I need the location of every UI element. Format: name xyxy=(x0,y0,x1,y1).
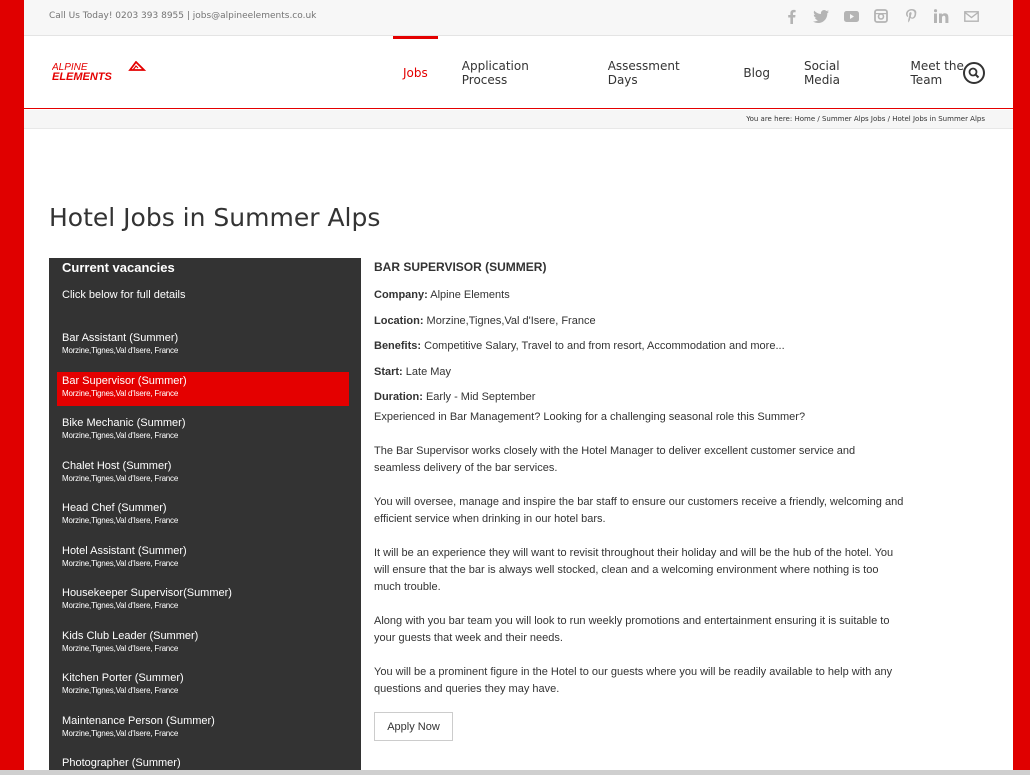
social-links xyxy=(783,6,979,26)
taskbar-strip xyxy=(0,770,1030,775)
vacancy-bike-mechanic[interactable] xyxy=(57,414,349,448)
vacancy-title: Bar Supervisor (Summer) xyxy=(62,375,187,387)
breadcrumb: You are here: Home / Summer Alps Jobs / Hotel Jobs in Summer Alps xyxy=(746,115,985,123)
job-paragraph: Experienced in Bar Management? Looking for a challenging seasonal role this Summer? xyxy=(374,411,806,423)
nav-item-jobs[interactable]: Jobs xyxy=(386,36,445,109)
nav-item-social-media[interactable]: Social Media xyxy=(803,58,840,87)
top-bar xyxy=(24,0,1013,36)
vacancy-location: Morzine,Tignes,Val d'Isere, France xyxy=(62,601,179,610)
vacancy-chalet-host[interactable] xyxy=(57,457,349,491)
job-paragraph: Along with you bar team you will look to run weekly promotions and entertainment ensuring it is suitable to your guests that week and their needs. xyxy=(374,615,890,644)
vacancy-location: Morzine,Tignes,Val d'Isere, France xyxy=(62,346,179,355)
apply-now-button[interactable]: Apply Now xyxy=(374,712,453,741)
vacancy-title: Chalet Host (Summer) xyxy=(62,460,172,472)
job-start: Start: Late May xyxy=(374,365,452,378)
sidebar-subheading: Click below for full details xyxy=(62,289,186,301)
vacancy-kids-club-leader[interactable] xyxy=(57,627,349,661)
vacancy-title: Kids Club Leader (Summer) xyxy=(62,630,199,642)
linkedin-icon[interactable] xyxy=(933,6,949,26)
facebook-icon[interactable] xyxy=(783,6,799,26)
vacancy-location: Morzine,Tignes,Val d'Isere, France xyxy=(62,729,179,738)
logo-text-line2: ELEMENTS xyxy=(52,71,112,83)
vacancy-location: Morzine,Tignes,Val d'Isere, France xyxy=(62,389,179,398)
vacancy-location: Morzine,Tignes,Val d'Isere, France xyxy=(62,474,179,483)
job-title: BAR SUPERVISOR (SUMMER) xyxy=(374,260,547,274)
vacancy-location: Morzine,Tignes,Val d'Isere, France xyxy=(62,559,179,568)
job-paragraph: You will be a prominent figure in the Hotel to our guests where you will be readily available to help with any questions and queries they may have. xyxy=(374,666,893,695)
breadcrumb-summer-alps-jobs[interactable]: Summer Alps Jobs xyxy=(821,115,886,123)
job-location: Location: Morzine,Tignes,Val d'Isere, France xyxy=(374,314,596,327)
vacancy-title: Hotel Assistant (Summer) xyxy=(62,545,187,557)
nav-item-blog[interactable]: Blog xyxy=(743,65,770,80)
youtube-icon[interactable] xyxy=(843,6,859,26)
vacancy-title: Kitchen Porter (Summer) xyxy=(62,672,184,684)
vacancy-location: Morzine,Tignes,Val d'Isere, France xyxy=(62,644,179,653)
twitter-icon[interactable] xyxy=(813,6,829,26)
vacancy-kitchen-porter[interactable] xyxy=(57,669,349,703)
pinterest-icon[interactable] xyxy=(903,6,919,26)
job-paragraph: It will be an experience they will want to revisit throughout their holiday and will be the hub of the hotel. You will ensure that the bar is always well stocked, clean and a welcoming environment where nothing is too much trouble. xyxy=(374,547,894,593)
vacancy-title: Photographer (Summer) xyxy=(62,757,181,769)
vacancy-maintenance-person[interactable] xyxy=(57,712,349,746)
job-duration: Duration: Early - Mid September xyxy=(374,391,536,403)
vacancy-title: Bar Assistant (Summer) xyxy=(62,332,179,344)
logo-text-line1: ALPINE xyxy=(52,62,88,73)
vacancy-bar-supervisor[interactable] xyxy=(57,372,349,406)
page xyxy=(24,0,1013,775)
job-company: Company: Alpine Elements xyxy=(374,289,510,301)
vacancy-title: Housekeeper Supervisor(Summer) xyxy=(62,587,232,599)
contact-info: Call Us Today! 0203 393 8955 | jobs@alpineelements.co.uk xyxy=(49,11,317,21)
vacancy-head-chef[interactable] xyxy=(57,499,349,533)
alpine-elements-logo[interactable] xyxy=(52,61,148,83)
vacancy-bar-assistant[interactable] xyxy=(57,329,349,363)
vacancy-title: Bike Mechanic (Summer) xyxy=(62,417,186,429)
vacancy-location: Morzine,Tignes,Val d'Isere, France xyxy=(62,516,179,525)
mail-icon[interactable] xyxy=(963,6,979,26)
search-icon[interactable] xyxy=(963,62,985,84)
breadcrumb-prefix: You are here: xyxy=(746,115,793,123)
vacancies-sidebar xyxy=(49,258,361,775)
nav-item-assessment-days[interactable]: Assessment Days xyxy=(607,58,680,87)
job-paragraph: The Bar Supervisor works closely with the Hotel Manager to deliver excellent customer service and seamless delivery of the bar services. xyxy=(374,445,856,474)
vacancy-hotel-assistant[interactable] xyxy=(57,542,349,576)
breadcrumb-bar xyxy=(24,110,1013,129)
sidebar-heading: Current vacancies xyxy=(62,260,175,275)
main-nav xyxy=(386,36,1013,109)
vacancy-location: Morzine,Tignes,Val d'Isere, France xyxy=(62,431,179,440)
vacancy-housekeeper-supervisor[interactable] xyxy=(57,584,349,618)
vacancy-title: Maintenance Person (Summer) xyxy=(62,715,215,727)
job-benefits: Benefits: Competitive Salary, Travel to and from resort, Accommodation and more... xyxy=(374,340,785,352)
page-title: Hotel Jobs in Summer Alps xyxy=(49,203,381,232)
job-details xyxy=(374,260,904,715)
breadcrumb-home[interactable]: Home xyxy=(794,115,816,123)
site-header xyxy=(24,36,1013,109)
job-paragraph: You will oversee, manage and inspire the bar staff to ensure our customers receive a friendly, welcoming and efficient service when drinking in our hotel bars. xyxy=(374,496,904,525)
instagram-icon[interactable] xyxy=(873,6,889,26)
vacancy-title: Head Chef (Summer) xyxy=(62,502,167,514)
nav-item-meet-the-team[interactable]: Meet the Team xyxy=(910,58,964,87)
breadcrumb-current: Hotel Jobs in Summer Alps xyxy=(892,115,985,123)
vacancy-location: Morzine,Tignes,Val d'Isere, France xyxy=(62,686,179,695)
nav-item-application-process[interactable]: Application Process xyxy=(461,58,529,87)
